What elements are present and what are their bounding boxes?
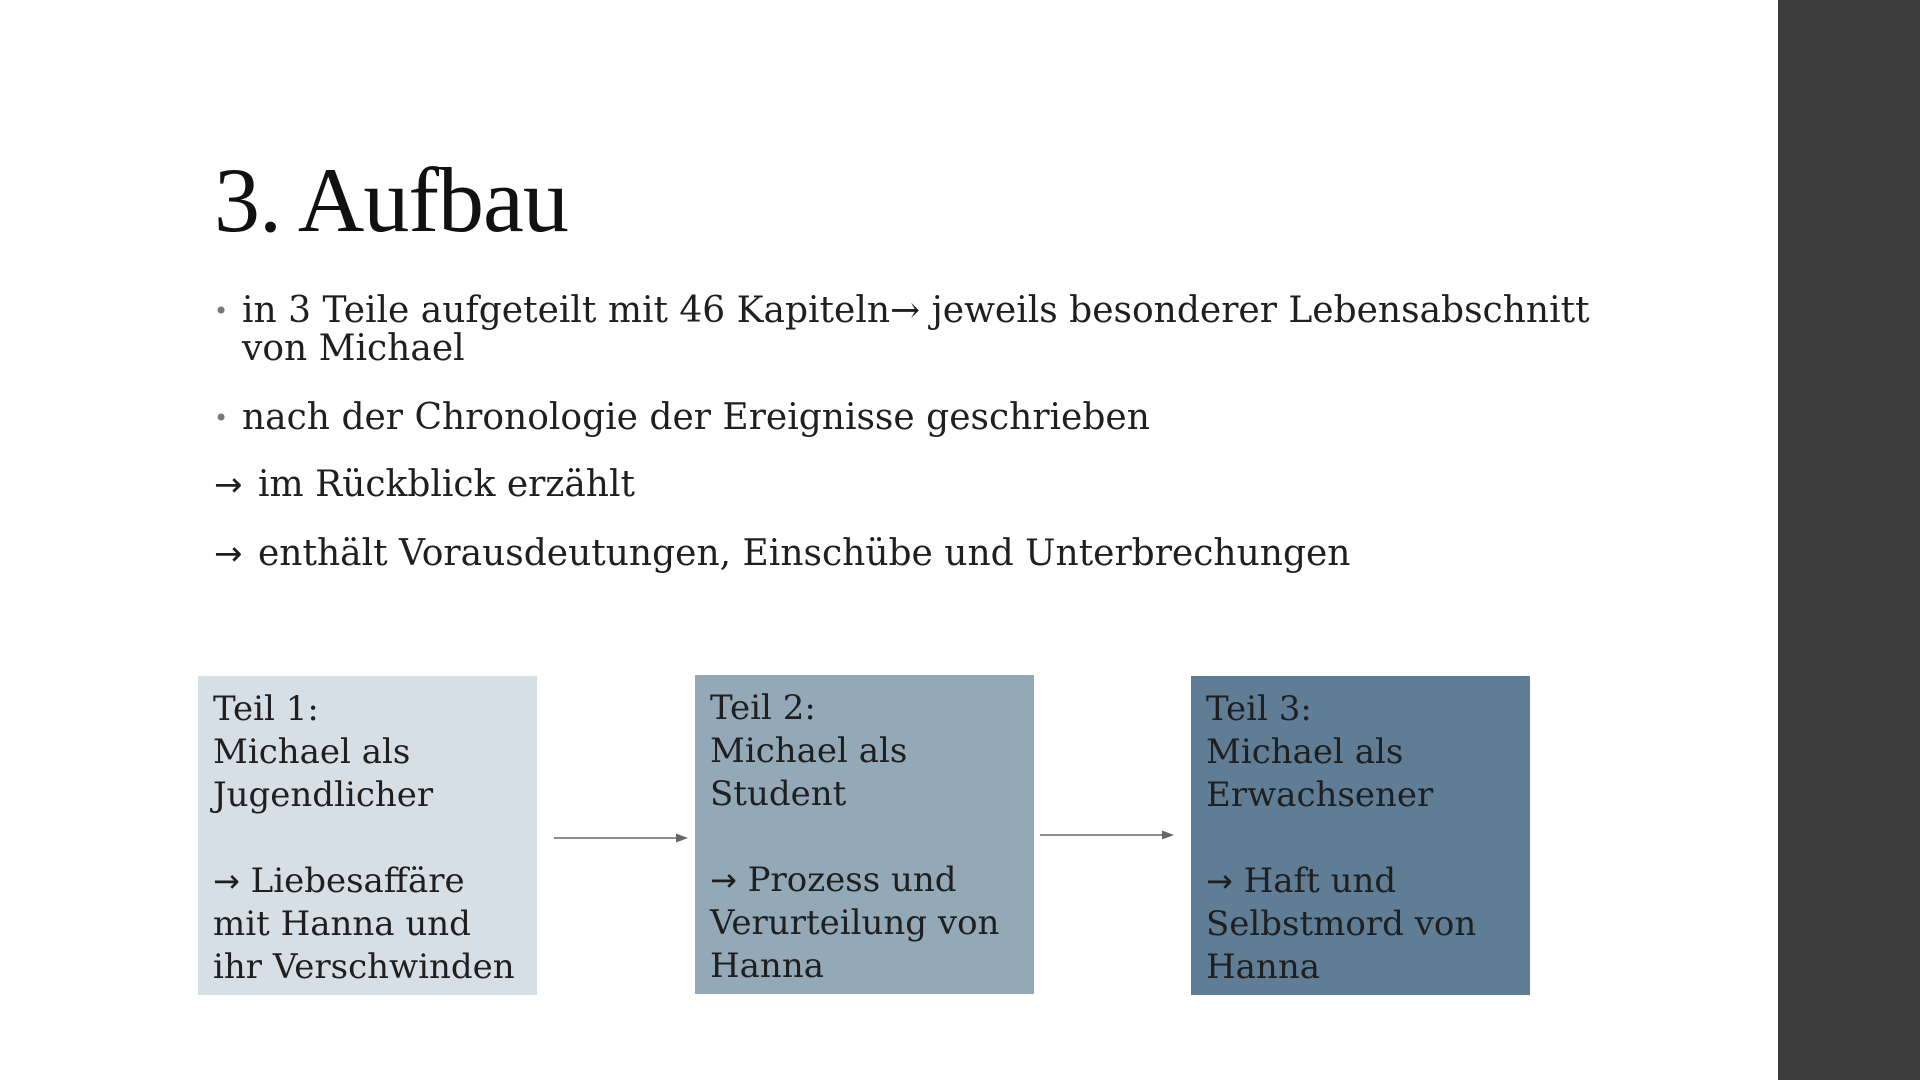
arrow-right-icon: → bbox=[214, 465, 243, 505]
bullet-text: nach der Chronologie der Ereignisse geschrieben bbox=[242, 397, 1150, 438]
part-desc-line: ihr Verschwinden bbox=[213, 947, 515, 987]
connector-arrow-icon bbox=[552, 832, 692, 844]
part-title-line: Michael als bbox=[1206, 732, 1404, 772]
connector-arrow-icon bbox=[1038, 829, 1178, 841]
part-heading: Teil 3: bbox=[1206, 689, 1312, 729]
arrow-right-icon: → bbox=[1206, 862, 1233, 900]
part-desc-line: Verurteilung von bbox=[710, 903, 1000, 943]
part-heading: Teil 2: bbox=[710, 688, 816, 728]
part-title-line: Student bbox=[710, 774, 847, 814]
part-box-3 bbox=[1191, 676, 1530, 995]
bullet-text-line: von Michael bbox=[242, 328, 465, 369]
part-desc-line: Hanna bbox=[710, 946, 824, 986]
part-heading: Teil 1: bbox=[213, 689, 319, 729]
bullet-text-line: in 3 Teile aufgeteilt mit 46 Kapiteln→ jeweils besonderer Lebensabschnitt bbox=[242, 290, 1590, 331]
part-desc-line bbox=[213, 860, 522, 903]
arrow-right-icon: → bbox=[213, 862, 240, 900]
part-title-line: Michael als bbox=[710, 731, 908, 771]
arrow-right-icon: → bbox=[710, 861, 737, 899]
part-title-line: Erwachsener bbox=[1206, 775, 1434, 815]
part-desc-text: Prozess und bbox=[747, 860, 957, 900]
part-desc-line bbox=[710, 859, 1019, 902]
part-desc-text: Haft und bbox=[1243, 861, 1397, 901]
bullet-text bbox=[242, 292, 1590, 368]
side-bar bbox=[1778, 0, 1920, 1080]
arrow-item-text: enthält Vorausdeutungen, Einschübe und Unterbrechungen bbox=[258, 533, 1351, 574]
part-desc-line bbox=[1206, 860, 1515, 903]
part-box-2 bbox=[695, 675, 1034, 994]
part-box-1 bbox=[198, 676, 537, 995]
part-title-line: Michael als bbox=[213, 732, 411, 772]
part-title-line: Jugendlicher bbox=[213, 775, 434, 815]
bullet-dot-icon: • bbox=[214, 297, 229, 325]
arrow-right-icon: → bbox=[214, 534, 243, 574]
part-desc-line: mit Hanna und bbox=[213, 904, 471, 944]
slide-title: 3. Aufbau bbox=[214, 149, 568, 251]
bullet-dot-icon: • bbox=[214, 404, 229, 432]
part-desc-line: Hanna bbox=[1206, 947, 1320, 987]
part-desc-line: Selbstmord von bbox=[1206, 904, 1477, 944]
arrow-item-text: im Rückblick erzählt bbox=[258, 464, 635, 505]
part-desc-text: Liebesaffäre bbox=[250, 861, 465, 901]
